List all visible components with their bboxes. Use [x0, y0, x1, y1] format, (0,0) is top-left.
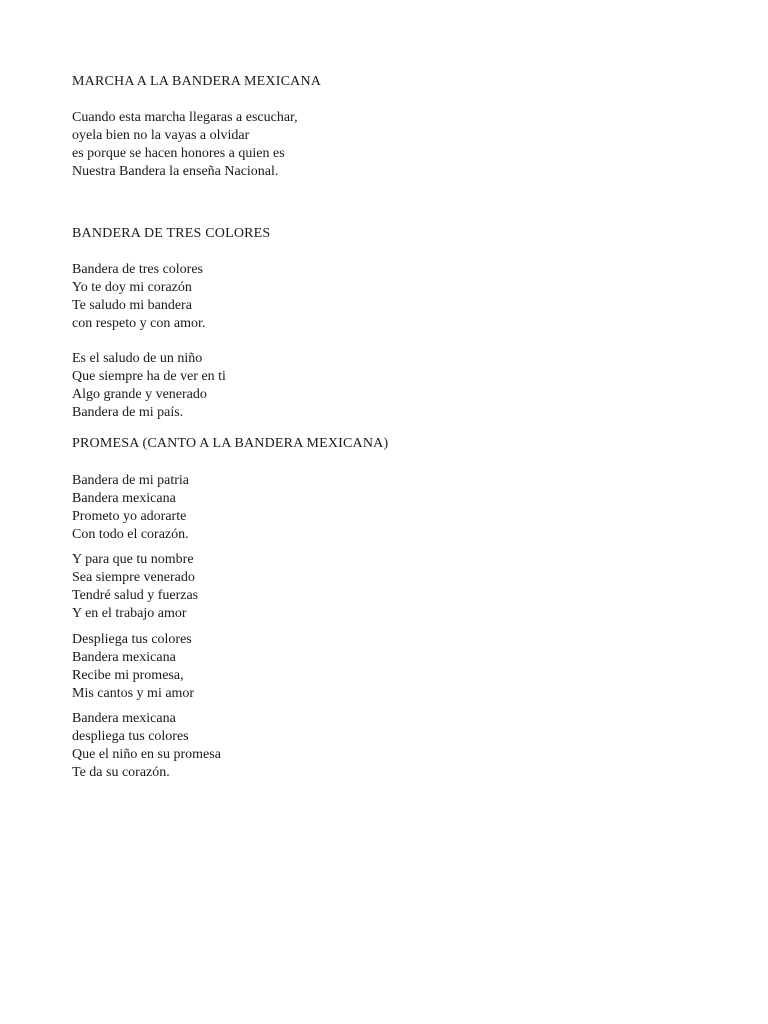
verse-line: Es el saludo de un niño [72, 351, 203, 366]
verse-line: Bandera mexicana [72, 650, 176, 665]
document-page [72, 73, 712, 782]
section-title: PROMESA (CANTO A LA BANDERA MEXICANA) [72, 436, 389, 451]
section-promesa [72, 435, 712, 782]
verse-line: Mis cantos y mi amor [72, 686, 195, 701]
verse-line: Te saludo mi bandera [72, 298, 192, 313]
verse-line: Bandera mexicana [72, 711, 176, 726]
verse-line: Algo grande y venerado [72, 387, 207, 402]
verse-line: Bandera de tres colores [72, 262, 203, 277]
stanza [72, 109, 712, 181]
section-marcha [72, 73, 712, 181]
stanza [72, 261, 712, 333]
stanza [72, 350, 712, 422]
verse-line: Con todo el corazón. [72, 527, 189, 542]
section-title: BANDERA DE TRES COLORES [72, 226, 271, 241]
verse-line: Recibe mi promesa, [72, 668, 184, 683]
section-title: MARCHA A LA BANDERA MEXICANA [72, 74, 322, 89]
verse-line: Yo te doy mi corazón [72, 280, 192, 295]
verse-line: Bandera de mi patria [72, 473, 190, 488]
stanza [72, 710, 712, 782]
verse-line: Bandera mexicana [72, 491, 176, 506]
verse-line: Y para que tu nombre [72, 552, 194, 567]
verse-line: Sea siempre venerado [72, 570, 195, 585]
stanza [72, 631, 712, 703]
verse-line: es porque se hacen honores a quien es [72, 146, 285, 161]
verse-line: Y en el trabajo amor [72, 606, 187, 621]
verse-line: despliega tus colores [72, 729, 189, 744]
verse-line: oyela bien no la vayas a olvidar [72, 128, 250, 143]
stanza [72, 472, 712, 544]
section-tres-colores [72, 225, 712, 422]
verse-line: Que el niño en su promesa [72, 747, 221, 762]
stanza [72, 551, 712, 623]
verse-line: Que siempre ha de ver en ti [72, 369, 226, 384]
verse-line: Prometo yo adorarte [72, 509, 187, 524]
verse-line: Despliega tus colores [72, 632, 192, 647]
verse-line: Tendré salud y fuerzas [72, 588, 199, 603]
verse-line: Bandera de mi país. [72, 405, 184, 420]
verse-line: Te da su corazón. [72, 765, 170, 780]
verse-line: Cuando esta marcha llegaras a escuchar, [72, 110, 298, 125]
verse-line: Nuestra Bandera la enseña Nacional. [72, 164, 279, 179]
verse-line: con respeto y con amor. [72, 316, 206, 331]
